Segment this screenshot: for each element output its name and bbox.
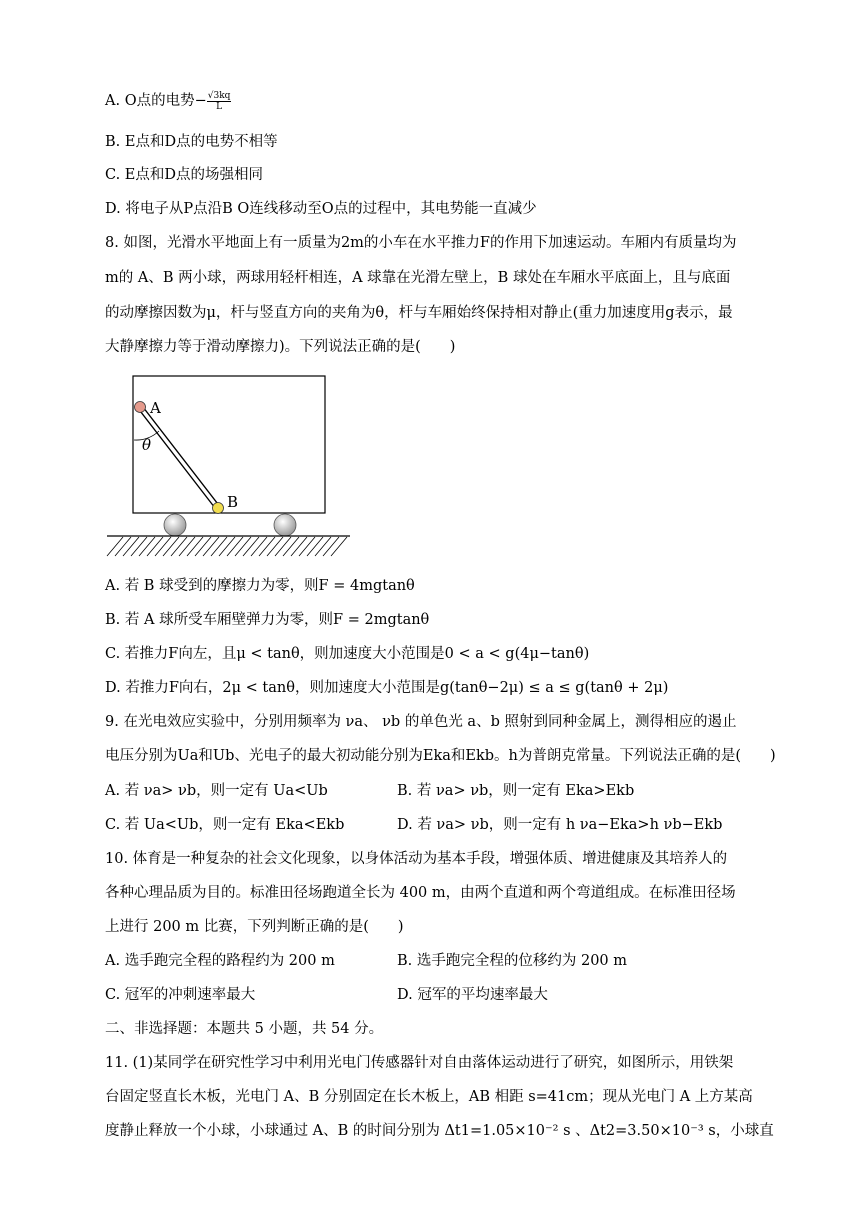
ball-a: [135, 402, 146, 413]
q8-stem-line-1: 8. 如图，光滑水平地面上有一质量为2m的小车在水平推力F的作用下加速运动。车厢内有质量均为: [105, 235, 737, 251]
q10-option-d: D. 冠军的平均速率最大: [397, 987, 548, 1003]
q7-option-a-numerator: √3kq: [207, 90, 231, 101]
q7-option-a-fraction: [207, 91, 232, 112]
q8-option-d: D. 若推力F向右，2μ < tanθ，则加速度大小范围是g(tanθ−2μ) ≤ a ≤ g(tanθ + 2μ): [105, 680, 669, 696]
q8-option-b: B. 若 A 球所受车厢壁弹力为零，则F = 2mgtanθ: [105, 612, 430, 628]
wheel-left: [164, 514, 186, 536]
q10-stem-line-3: 上进行 200 m 比赛，下列判断正确的是( ): [105, 919, 404, 935]
q11-line-3: 度静止释放一个小球，小球通过 A、B 的时间分别为 Δt1=1.05×10⁻² s 、Δt2=3.50×10⁻³ s，小球直: [105, 1123, 774, 1139]
q9-option-b: B. 若 νa> νb，则一定有 Eka>Ekb: [397, 783, 635, 799]
q7-option-c: C. E点和D点的场强相同: [105, 167, 264, 183]
wheel-right: [274, 514, 296, 536]
q7-option-d: D. 将电子从P点沿B O连线移动至O点的过程中，其电势能一直减少: [105, 201, 537, 217]
q10-stem-line-1: 10. 体育是一种复杂的社会文化现象，以身体活动为基本手段，增强体质、增进健康及其培养人的: [105, 851, 728, 867]
q7-option-a-denominator: L: [216, 101, 223, 112]
q8-option-a: A. 若 B 球受到的摩擦力为零，则F = 4mgtanθ: [105, 578, 415, 594]
q10-option-c: C. 冠军的冲刺速率最大: [105, 987, 256, 1003]
label-theta: θ: [142, 436, 152, 454]
q9-option-a: A. 若 νa> νb，则一定有 Ua<Ub: [105, 783, 328, 799]
q8-option-c: C. 若推力F向左，且μ < tanθ，则加速度大小范围是0 < a < g(4μ−tanθ): [105, 646, 590, 662]
q9-option-d: D. 若 νa> νb，则一定有 h νa−Eka>h νb−Ekb: [397, 817, 723, 833]
q9-stem-line-1: 9. 在光电效应实验中，分别用频率为 νa、 νb 的单色光 a、b 照射到同种金属上，测得相应的遏止: [105, 714, 737, 730]
q7-option-a: [105, 90, 231, 112]
q11-line-1: 11. (1)某同学在研究性学习中利用光电门传感器针对自由落体运动进行了研究，如图所示，用铁架: [105, 1055, 734, 1071]
q7-option-a-text: A. O点的电势−: [105, 93, 207, 109]
q9-option-c: C. 若 Ua<Ub，则一定有 Eka<Ekb: [105, 817, 345, 833]
q8-stem-line-4: 大静摩擦力等于滑动摩擦力)。下列说法正确的是( ): [105, 339, 456, 355]
q10-option-b: B. 选手跑完全程的位移约为 200 m: [397, 953, 628, 969]
ground-hatching: [107, 537, 347, 556]
q8-stem-line-2: m的 A、B 两小球，两球用轻杆相连，A 球靠在光滑左壁上，B 球处在车厢水平底面上，且与底面: [105, 270, 731, 286]
q10-option-a: A. 选手跑完全程的路程约为 200 m: [105, 953, 335, 969]
q8-cart-figure: [105, 370, 365, 560]
label-a: A: [150, 399, 161, 417]
q10-stem-line-2: 各种心理品质为目的。标准田径场跑道全长为 400 m，由两个直道和两个弯道组成。在标准田径场: [105, 885, 736, 901]
q9-stem-line-2: 电压分别为Ua和Ub、光电子的最大初动能分别为Eka和Ekb。h为普朗克常量。下列说法正确的是( ): [105, 748, 776, 764]
label-b: B: [227, 493, 239, 511]
ball-b: [213, 503, 224, 514]
q7-option-b: B. E点和D点的电势不相等: [105, 134, 278, 150]
q8-stem-line-3: 的动摩擦因数为μ，杆与竖直方向的夹角为θ，杆与车厢始终保持相对静止(重力加速度用g表示，最: [105, 305, 733, 321]
section-heading: 二、非选择题：本题共 5 小题，共 54 分。: [105, 1021, 384, 1037]
q11-line-2: 台固定竖直长木板，光电门 A、B 分别固定在长木板上，AB 相距 s=41cm；现从光电门 A 上方某高: [105, 1089, 753, 1105]
